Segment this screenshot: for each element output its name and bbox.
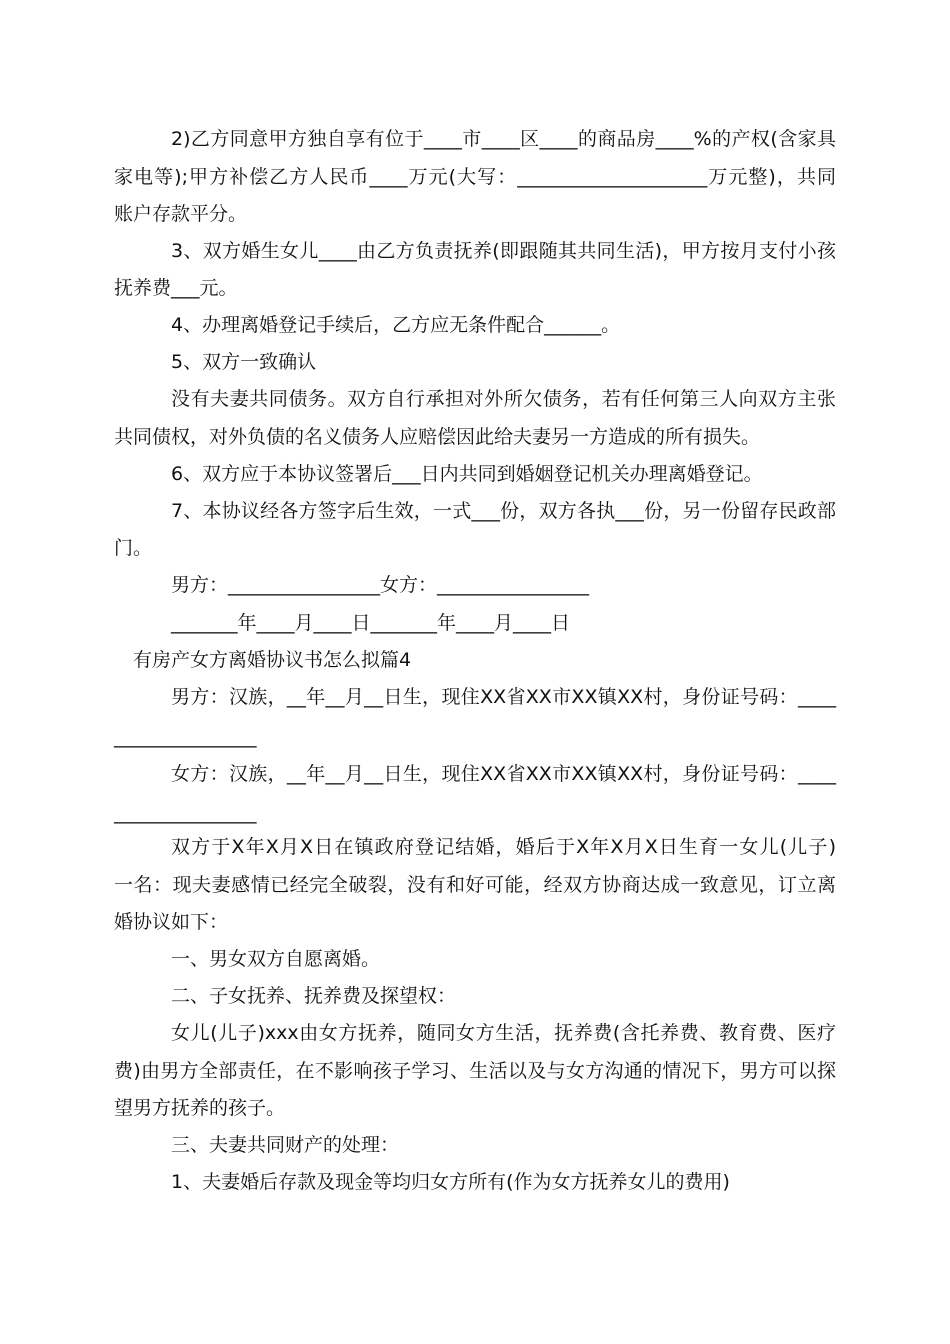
- paragraph-line: 一名：现夫妻感情已经完全破裂，没有和好可能，经双方协商达成一致意见，订立离: [114, 874, 836, 896]
- paragraph-line: 费)由男方全部责任，在不影响孩子学习、生活以及与女方沟通的情况下，男方可以探: [114, 1060, 836, 1082]
- paragraph-line: 婚协议如下：: [114, 911, 229, 933]
- paragraph-line: 女方：汉族，__年__月__日生，现住XX省XX市XX镇XX村，身份证号码：____: [171, 763, 836, 785]
- paragraph-line: 7、本协议经各方签字后生效，一式___份，双方各执___份，另一份留存民政部: [171, 500, 836, 522]
- paragraph-line: _______________: [114, 802, 257, 824]
- paragraph-line: 男方：汉族，__年__月__日生，现住XX省XX市XX镇XX村，身份证号码：____: [171, 686, 836, 708]
- paragraph-line: 二、子女抚养、抚养费及探望权：: [171, 985, 457, 1007]
- paragraph-line: 一、男女双方自愿离婚。: [171, 948, 381, 970]
- paragraph-line: 望男方抚养的孩子。: [114, 1097, 286, 1119]
- paragraph-line: 共同债权，对外负债的名义债务人应赔偿因此给夫妻另一方造成的所有损失。: [114, 426, 761, 448]
- paragraph-line: 三、夫妻共同财产的处理：: [171, 1134, 400, 1156]
- signature-line: 男方：________________女方：________________: [171, 574, 590, 596]
- paragraph-line: 1、夫妻婚后存款及现金等均归女方所有(作为女方抚养女儿的费用): [171, 1171, 730, 1193]
- section-title: 有房产女方离婚协议书怎么拟篇4: [133, 649, 412, 671]
- paragraph-line: 双方于X年X月X日在镇政府登记结婚，婚后于X年X月X日生育一女儿(儿子): [171, 836, 836, 858]
- paragraph-line: 门。: [114, 537, 153, 559]
- paragraph-line: 账户存款平分。: [114, 203, 248, 225]
- paragraph-line: 2)乙方同意甲方独自享有位于____市____区____的商品房____%的产权(含家具: [171, 128, 836, 150]
- paragraph-line: _______________: [114, 726, 257, 748]
- paragraph-line: 没有夫妻共同债务。双方自行承担对外所欠债务，若有任何第三人向双方主张: [171, 388, 836, 410]
- paragraph-line: 女儿(儿子)xxx由女方抚养，随同女方生活，抚养费(含托养费、教育费、医疗: [171, 1022, 836, 1044]
- paragraph-line: 4、办理离婚登记手续后，乙方应无条件配合______。: [171, 314, 621, 336]
- paragraph-line: 6、双方应于本协议签署后___日内共同到婚姻登记机关办理离婚登记。: [171, 463, 763, 485]
- paragraph-line: 家电等);甲方补偿乙方人民币____万元(大写：____________________万元整)，共同: [114, 166, 836, 188]
- paragraph-line: 5、双方一致确认: [171, 351, 317, 373]
- paragraph-line: 3、双方婚生女儿____由乙方负责抚养(即跟随其共同生活)，甲方按月支付小孩: [171, 240, 836, 262]
- paragraph-line: 抚养费___元。: [114, 277, 238, 299]
- date-line: _______年____月____日_______年____月____日: [171, 612, 571, 634]
